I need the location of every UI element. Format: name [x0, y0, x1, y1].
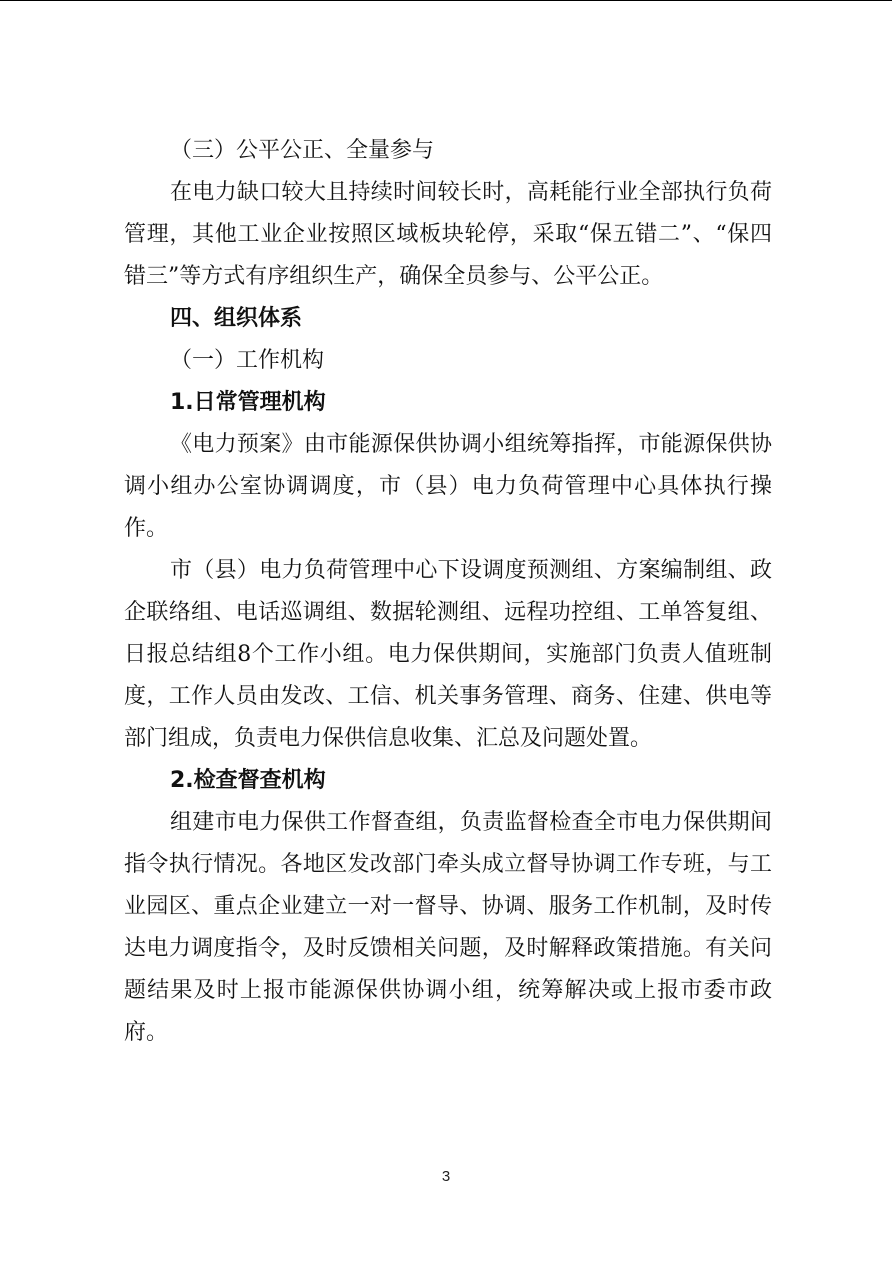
section-3-heading: （三）公平公正、全量参与 — [170, 138, 435, 163]
sub-1-heading: （一）工作机构 — [170, 348, 325, 373]
page-top-border — [0, 0, 892, 1]
document-body — [124, 130, 772, 1054]
item-2-paragraph-1: 组建市电力保供工作督查组，负责监督检查全市电力保供期间指令执行情况。各地区发改部门牵头成立督导协调工作专班，与工业园区、重点企业建立一对一督导、协调、服务工作机制，及时传达电力调度指令，及时反馈相关问题，及时解释政策措施。有关问题结果及时上报市能源保供协调小组，统筹解决或上报市委市政府。 — [124, 810, 772, 1045]
item-1-paragraph-1: 《电力预案》由市能源保供协调小组统筹指挥，市能源保供协调小组办公室协调调度，市（县）电力负荷管理中心具体执行操作。 — [124, 432, 772, 541]
item-1-paragraph-2: 市（县）电力负荷管理中心下设调度预测组、方案编制组、政企联络组、电话巡调组、数据轮测组、远程功控组、工单答复组、日报总结组8个工作小组。电力保供期间，实施部门负责人值班制度，工作人员由发改、工信、机关事务管理、商务、住建、供电等部门组成，负责电力保供信息收集、汇总及问题处置。 — [124, 558, 772, 751]
part-4-heading: 四、组织体系 — [170, 306, 303, 331]
item-2-heading: 2.检查督查机构 — [170, 768, 326, 793]
page-number: 3 — [441, 1168, 451, 1185]
section-3-paragraph: 在电力缺口较大且持续时间较长时，高耗能行业全部执行负荷管理，其他工业企业按照区域板块轮停，采取“保五错二”、“保四错三”等方式有序组织生产，确保全员参与、公平公正。 — [124, 180, 772, 289]
item-1-heading: 1.日常管理机构 — [170, 390, 326, 415]
